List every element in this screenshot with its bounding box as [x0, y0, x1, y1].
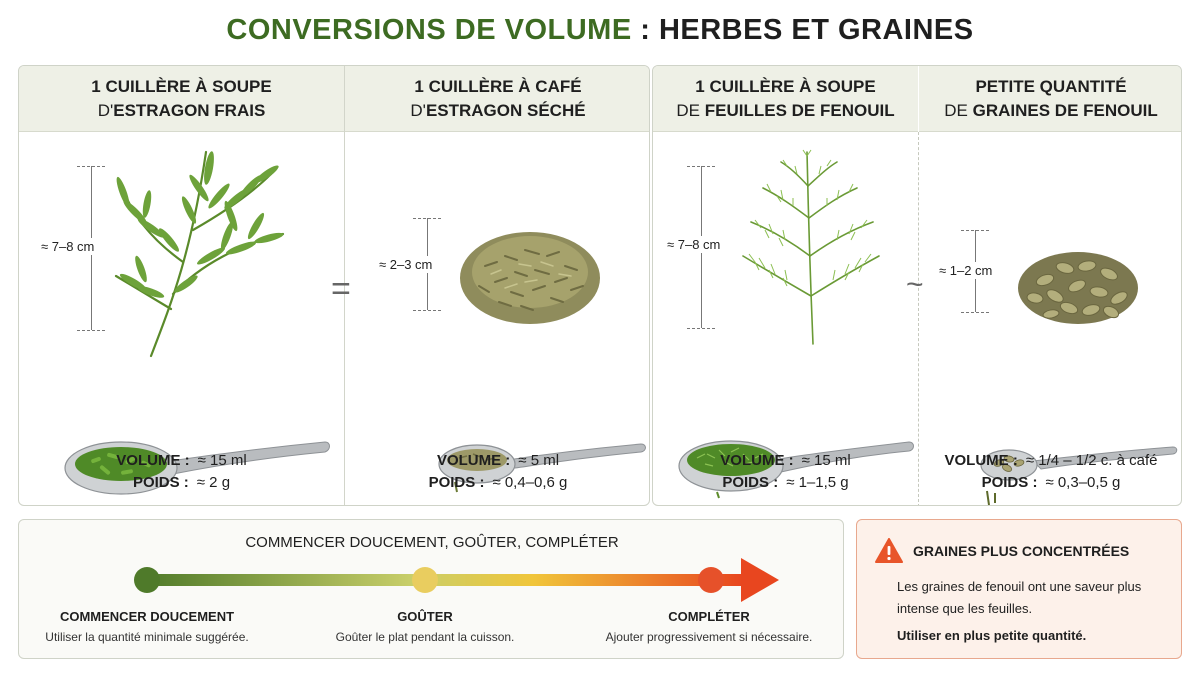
column-header-subject: FEUILLES DE FENOUIL [704, 100, 895, 120]
weight-value: ≈ 0,3–0,5 g [1045, 474, 1121, 491]
weight-value: ≈ 0,4–0,6 g [492, 474, 568, 491]
warning-advice: Utiliser en plus petite quantité. [897, 628, 1087, 643]
column-header [345, 66, 650, 132]
warning-text: Les graines de fenouil ont une saveur plus intense que les feuilles. [897, 579, 1142, 616]
column-header-subject: ESTRAGON FRAIS [113, 100, 266, 120]
step-heading: GOÛTER [397, 609, 453, 624]
column-header-line1: 1 CUILLÈRE À SOUPE [695, 76, 876, 96]
warning-triangle-icon [875, 538, 903, 564]
column-header-line1: 1 CUILLÈRE À SOUPE [91, 76, 272, 96]
page-title [0, 14, 1200, 47]
fennel-leaves-stats [653, 450, 918, 494]
weight-value: ≈ 1–1,5 g [786, 474, 849, 491]
column-header-line1: PETITE QUANTITÉ [975, 76, 1127, 96]
taste-marker [412, 567, 438, 593]
scale-markers [129, 556, 789, 604]
weight-value: ≈ 2 g [196, 474, 231, 491]
title-part-2: : HERBES ET GRAINES [631, 14, 974, 46]
fennel-leaves-column [653, 66, 918, 506]
column-header-subject: ESTRAGON SÉCHÉ [425, 100, 586, 120]
warning-header [875, 538, 1129, 564]
dried-tarragon-image [455, 226, 605, 326]
fresh-tarragon-column [19, 66, 344, 506]
volume-value: ≈ 5 ml [518, 452, 560, 469]
tarragon-panel [18, 65, 650, 506]
volume-value: ≈ 1/4 – 1/2 c. à café [1025, 452, 1158, 469]
fennel-seeds-stats [919, 450, 1182, 494]
column-header-prefix: DE [676, 100, 705, 120]
start-marker [134, 567, 160, 593]
volume-label: VOLUME : [116, 452, 190, 469]
fennel-seeds-column [919, 66, 1182, 506]
step-description: Goûter le plat pendant la cuisson. [335, 630, 515, 644]
measure-label: ≈ 7–8 cm [41, 239, 95, 254]
volume-label: VOLUME : [436, 452, 511, 469]
weight-label: POIDS : [722, 474, 779, 491]
fennel-seeds-image [1015, 244, 1141, 326]
step-taste [305, 609, 545, 644]
fresh-tarragon-stats [19, 450, 344, 494]
measure-label: ≈ 2–3 cm [379, 257, 433, 272]
column-header-subject: GRAINES DE FENOUIL [972, 100, 1158, 120]
weight-label: POIDS : [132, 474, 189, 491]
volume-value: ≈ 15 ml [197, 452, 247, 469]
measure-label: ≈ 1–2 cm [939, 263, 993, 278]
weight-label: POIDS : [981, 474, 1038, 491]
dried-tarragon-column [345, 66, 650, 506]
equals-symbol: = [331, 270, 351, 308]
column-header-line1: 1 CUILLÈRE À CAFÉ [414, 76, 582, 96]
approx-symbol: ~ [906, 268, 924, 301]
fresh-tarragon-image [111, 144, 291, 359]
step-heading: COMPLÉTER [668, 609, 750, 624]
warning-heading: GRAINES PLUS CONCENTRÉES [913, 543, 1130, 559]
column-header-prefix: D' [97, 100, 114, 120]
column-header-prefix: DE [944, 100, 973, 120]
column-header [19, 66, 344, 132]
warning-box [856, 519, 1182, 659]
step-start [27, 609, 267, 644]
volume-label: VOLUME : [720, 452, 794, 469]
scale-title: COMMENCER DOUCEMENT, GOÛTER, COMPLÉTER [245, 534, 619, 551]
step-complete [589, 609, 829, 644]
measure-label: ≈ 7–8 cm [667, 237, 721, 252]
tasting-scale-box [18, 519, 844, 659]
step-description: Ajouter progressivement si nécessaire. [605, 630, 813, 644]
complete-marker [698, 567, 724, 593]
fennel-frond-image [735, 146, 885, 346]
volume-value: ≈ 15 ml [801, 452, 851, 469]
column-header-prefix: D' [410, 100, 426, 120]
dried-tarragon-stats [345, 450, 650, 494]
volume-label: VOLUME : [944, 452, 1018, 469]
weight-label: POIDS : [428, 474, 485, 491]
step-description: Utiliser la quantité minimale suggérée. [45, 630, 249, 644]
column-header [653, 66, 918, 132]
fennel-panel [652, 65, 1182, 506]
column-header [919, 66, 1182, 132]
step-heading: COMMENCER DOUCEMENT [59, 609, 235, 624]
title-part-1: CONVERSIONS DE VOLUME [226, 14, 632, 46]
